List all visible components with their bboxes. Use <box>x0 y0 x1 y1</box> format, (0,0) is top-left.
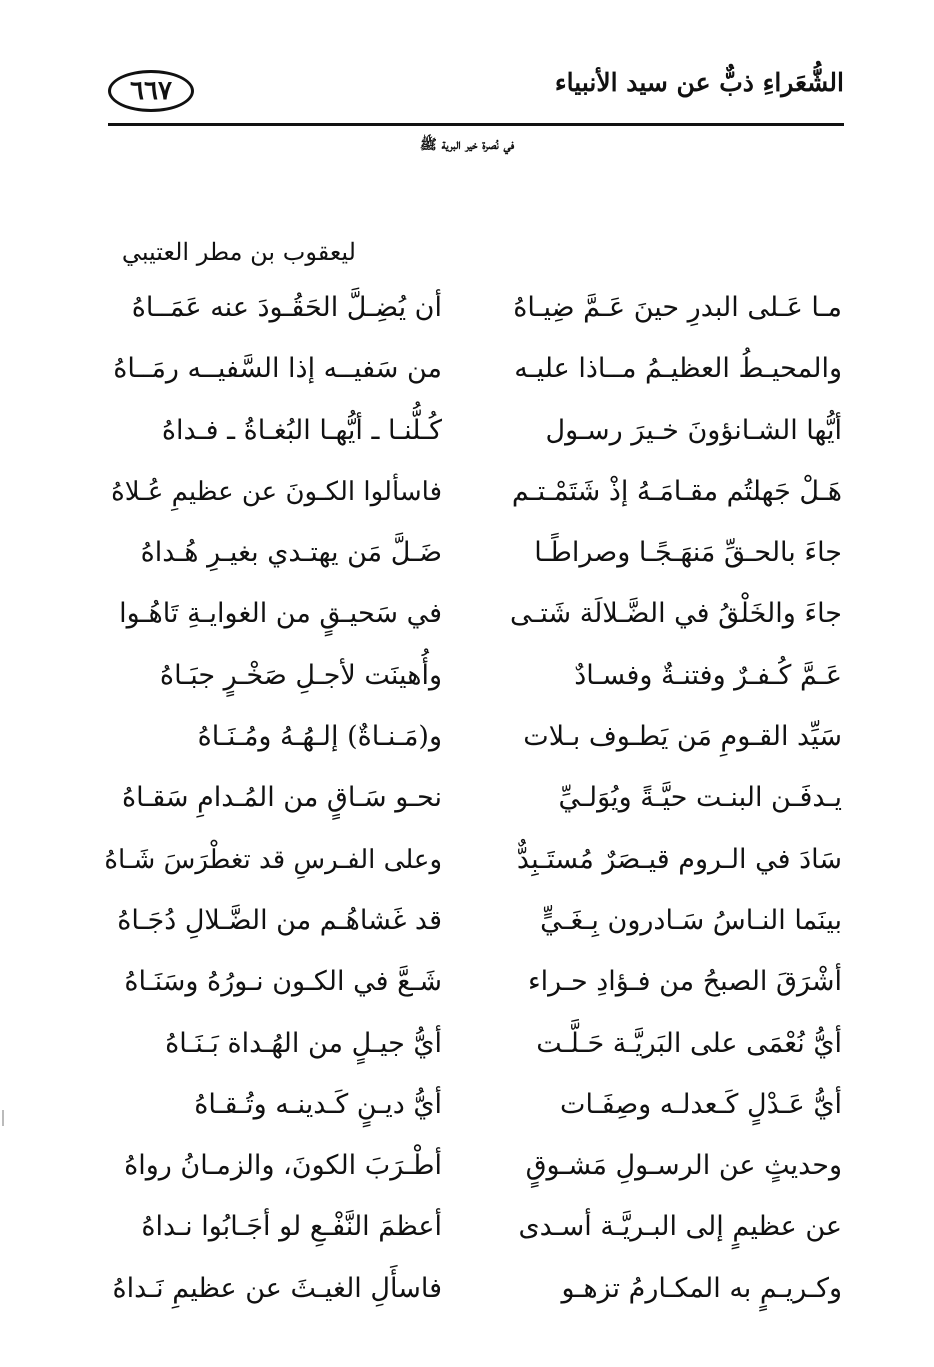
verse-second-hemistich: أيُّ ديـنٍ كَـدينـه وتُـقـاهُ <box>194 1088 442 1120</box>
poem-body <box>0 276 934 1318</box>
verse-second-hemistich: كُـلُّنـا ـ أيُّهـا البُغـاةُ ـ فـداهُ <box>161 414 442 446</box>
verse-first-hemistich: والمحيـطُ العظيـمُ مــاذا عليـه <box>514 353 842 385</box>
verse-line <box>0 582 934 643</box>
verse-line <box>0 1134 934 1195</box>
verse-second-hemistich: ضَـلَّ مَن يهتـدي بغيـرِ هُـداهُ <box>140 537 442 569</box>
header-rule <box>108 123 844 126</box>
verse-first-hemistich: يـدفَـن البنـت حيَّـةً ويُوَلـيِّ <box>558 782 842 814</box>
verse-second-hemistich: شَـعَّ في الكـون نـورُهُ وسَنَـاهُ <box>124 966 442 998</box>
verse-line <box>0 1257 934 1318</box>
verse-second-hemistich: وعلى الفـرسِ قد تغطْرَسَ شَـاهُ <box>104 844 442 875</box>
verse-first-hemistich: أيُّها الشـانؤونَ خـيرَ رسـول <box>545 414 842 446</box>
verse-first-hemistich: عَـمَّ كُـفـرٌ وفتنـةٌ وفسـادٌ <box>574 659 842 691</box>
verse-second-hemistich: أطْـرَبَ الكونَ، والزمـانُ رواهُ <box>124 1150 442 1182</box>
verse-line <box>0 1012 934 1073</box>
verse-line <box>0 644 934 705</box>
verse-second-hemistich: وأُهينَت لأجـلِ صَخْـرٍ جبَـاهُ <box>159 659 442 691</box>
verse-second-hemistich: نحـو سَـاقٍ من المُـدامِ سَقـاهُ <box>121 782 442 814</box>
verse-first-hemistich: مـا عَـلى البدرِ حينَ عَـمَّ ضِيـاهُ <box>513 292 842 323</box>
verse-line <box>0 276 934 337</box>
verse-second-hemistich: و(مَـنـاةٌ) إلـهُـهُ ومُـنَـاهُ <box>197 721 442 753</box>
margin-mark <box>2 1110 4 1126</box>
verse-line <box>0 950 934 1011</box>
verse-first-hemistich: وكـريـمٍ به المكـارمُ تزهـو <box>561 1272 842 1304</box>
verse-first-hemistich: هَـلْ جَهلتُم مقـامَـهُ إذْ شَتَمْـتـم <box>511 475 842 507</box>
verse-second-hemistich: في سَحيـقٍ من الغوايـةِ تَاهُـوا <box>119 598 442 630</box>
page-number: ٦٦٧ <box>108 70 194 112</box>
verse-line <box>0 337 934 398</box>
verse-second-hemistich: أيُّ جيـلٍ من الهُـداة بَـنَـاهُ <box>165 1027 442 1059</box>
verse-first-hemistich: عن عظيمٍ إلى البـريَّـة أسـدى <box>518 1211 842 1243</box>
verse-second-hemistich: أن يُضِـلَّ الحَقُـودَ عنه عَمَــاهُ <box>131 292 442 323</box>
verse-line <box>0 889 934 950</box>
verse-line <box>0 460 934 521</box>
verse-line <box>0 399 934 460</box>
verse-line <box>0 1073 934 1134</box>
verse-line <box>0 521 934 582</box>
verse-line <box>0 1195 934 1256</box>
verse-first-hemistich: بينَما النـاسُ سَـادرون بِـغَـيٍّ <box>540 904 842 936</box>
verse-line <box>0 705 934 766</box>
verse-first-hemistich: أيُّ نُعْمَى على البَريَّـة حَـلَّـت <box>536 1027 842 1059</box>
verse-first-hemistich: وحديثٍ عن الرسـولِ مَشـوقٍ <box>525 1150 842 1182</box>
verse-first-hemistich: أشْرَقَ الصبحُ من فـؤادِ حـراء <box>527 966 842 998</box>
verse-second-hemistich: فاسأَلِ الغيـثَ عن عظيمِ نَـداهُ <box>112 1272 442 1304</box>
verse-second-hemistich: قد غَشاهُـم من الضَّـلالِ دُجَـاهُ <box>117 904 442 936</box>
verse-second-hemistich: من سَفيــه إذا السَّفيــه رمَــاهُ <box>113 353 442 385</box>
poem-author: ليعقوب بن مطر العتيبي <box>121 238 356 266</box>
verse-first-hemistich: جاءَ والخَلْقُ في الضَّـلالَة شَتـى <box>509 598 842 630</box>
verse-first-hemistich: سَادَ في الـروم قيـصَرٌ مُستَـبِدٌّ <box>516 843 842 875</box>
verse-line <box>0 828 934 889</box>
verse-second-hemistich: فاسألوا الكـونَ عن عظيمِ عُـلاهُ <box>111 476 442 507</box>
verse-second-hemistich: أعظمَ النَّفْـعِ لو أجَـابُوا نـداهُ <box>141 1211 442 1243</box>
page-header <box>108 58 844 124</box>
running-title: الشُّعَراءِ ذبٌّ عن سيد الأنبياء <box>554 68 844 97</box>
verse-first-hemistich: جاءَ بالحـقِّ مَنهَـجًـا وصراطًـا <box>534 537 842 569</box>
verse-first-hemistich: أيُّ عَـدْلٍ كَـعدلـه وصِفَـات <box>560 1088 842 1120</box>
verse-line <box>0 766 934 827</box>
verse-first-hemistich: سَيِّد القـومِ مَن يَطـوف بـلات <box>523 721 842 753</box>
poem-title: في نُصرة خير البرية ﷺ <box>419 137 515 153</box>
